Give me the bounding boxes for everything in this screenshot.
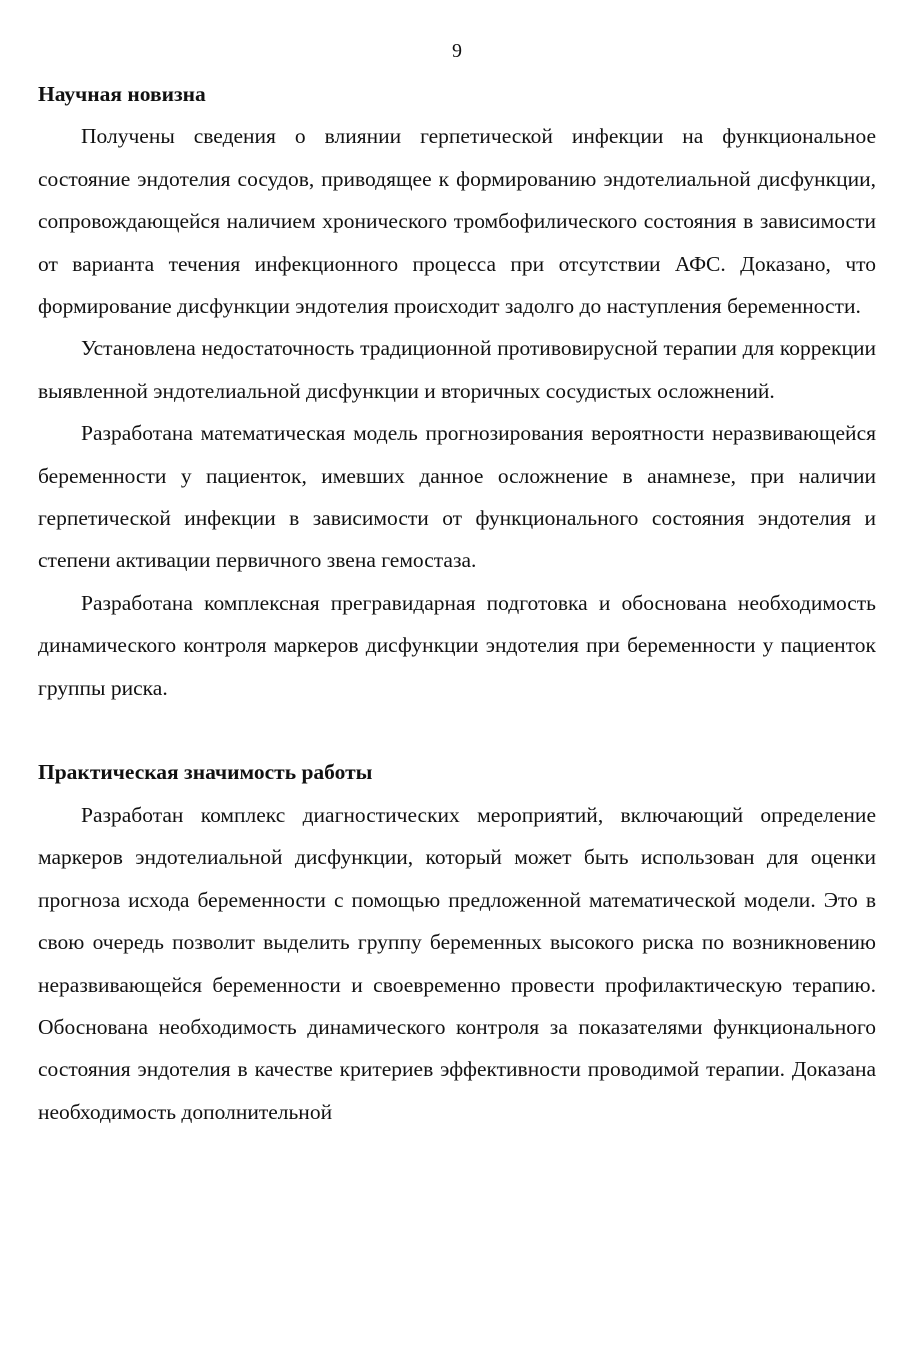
paragraph: Установлена недостаточность традиционной противовирусной терапии для коррекции выявленной эндотелиальной дисфункции и вторичных сосудистых осложнений. (38, 336, 876, 403)
section-heading-scientific-novelty: Научная новизна (38, 82, 206, 106)
page-content (38, 73, 876, 1133)
paragraph: Разработана математическая модель прогнозирования вероятности неразвивающейся беременности у пациенток, имевших данное осложнение в анамнезе, при наличии герпетической инфекции в зависимости от функционального состояния эндотелия и степени активации первичного звена гемостаза. (38, 421, 876, 573)
paragraph: Получены сведения о влиянии герпетической инфекции на функциональное состояние эндотелия сосудов, приводящее к формированию эндотелиальной дисфункции, сопровождающейся наличием хронического тромбофилического состояния в зависимости от варианта течения инфекционного процесса при отсутствии АФС. Доказано, что формирование дисфункции эндотелия происходит задолго до наступления беременности. (38, 124, 876, 319)
page-number: 9 (452, 40, 462, 62)
section-spacer (38, 709, 876, 751)
paragraph: Разработана комплексная прегравидарная подготовка и обоснована необходимость динамического контроля маркеров дисфункции эндотелия при беременности у пациенток группы риска. (38, 590, 876, 700)
section-heading-practical-significance: Практическая значимость работы (38, 760, 373, 785)
paragraph: Разработан комплекс диагностических мероприятий, включающий определение маркеров эндотелиальной дисфункции, который может быть использован для оценки прогноза исхода беременности с помощью предложенной математической модели. Это в свою очередь позволит выделить группу беременных высокого риска по возникновению неразвивающейся беременности и своевременно провести профилактическую терапию. Обоснована необходимость динамического контроля за показателями функционального состояния эндотелия в качестве критериев эффективности проводимой терапии. Доказана необходимость дополнительной (38, 802, 876, 1124)
